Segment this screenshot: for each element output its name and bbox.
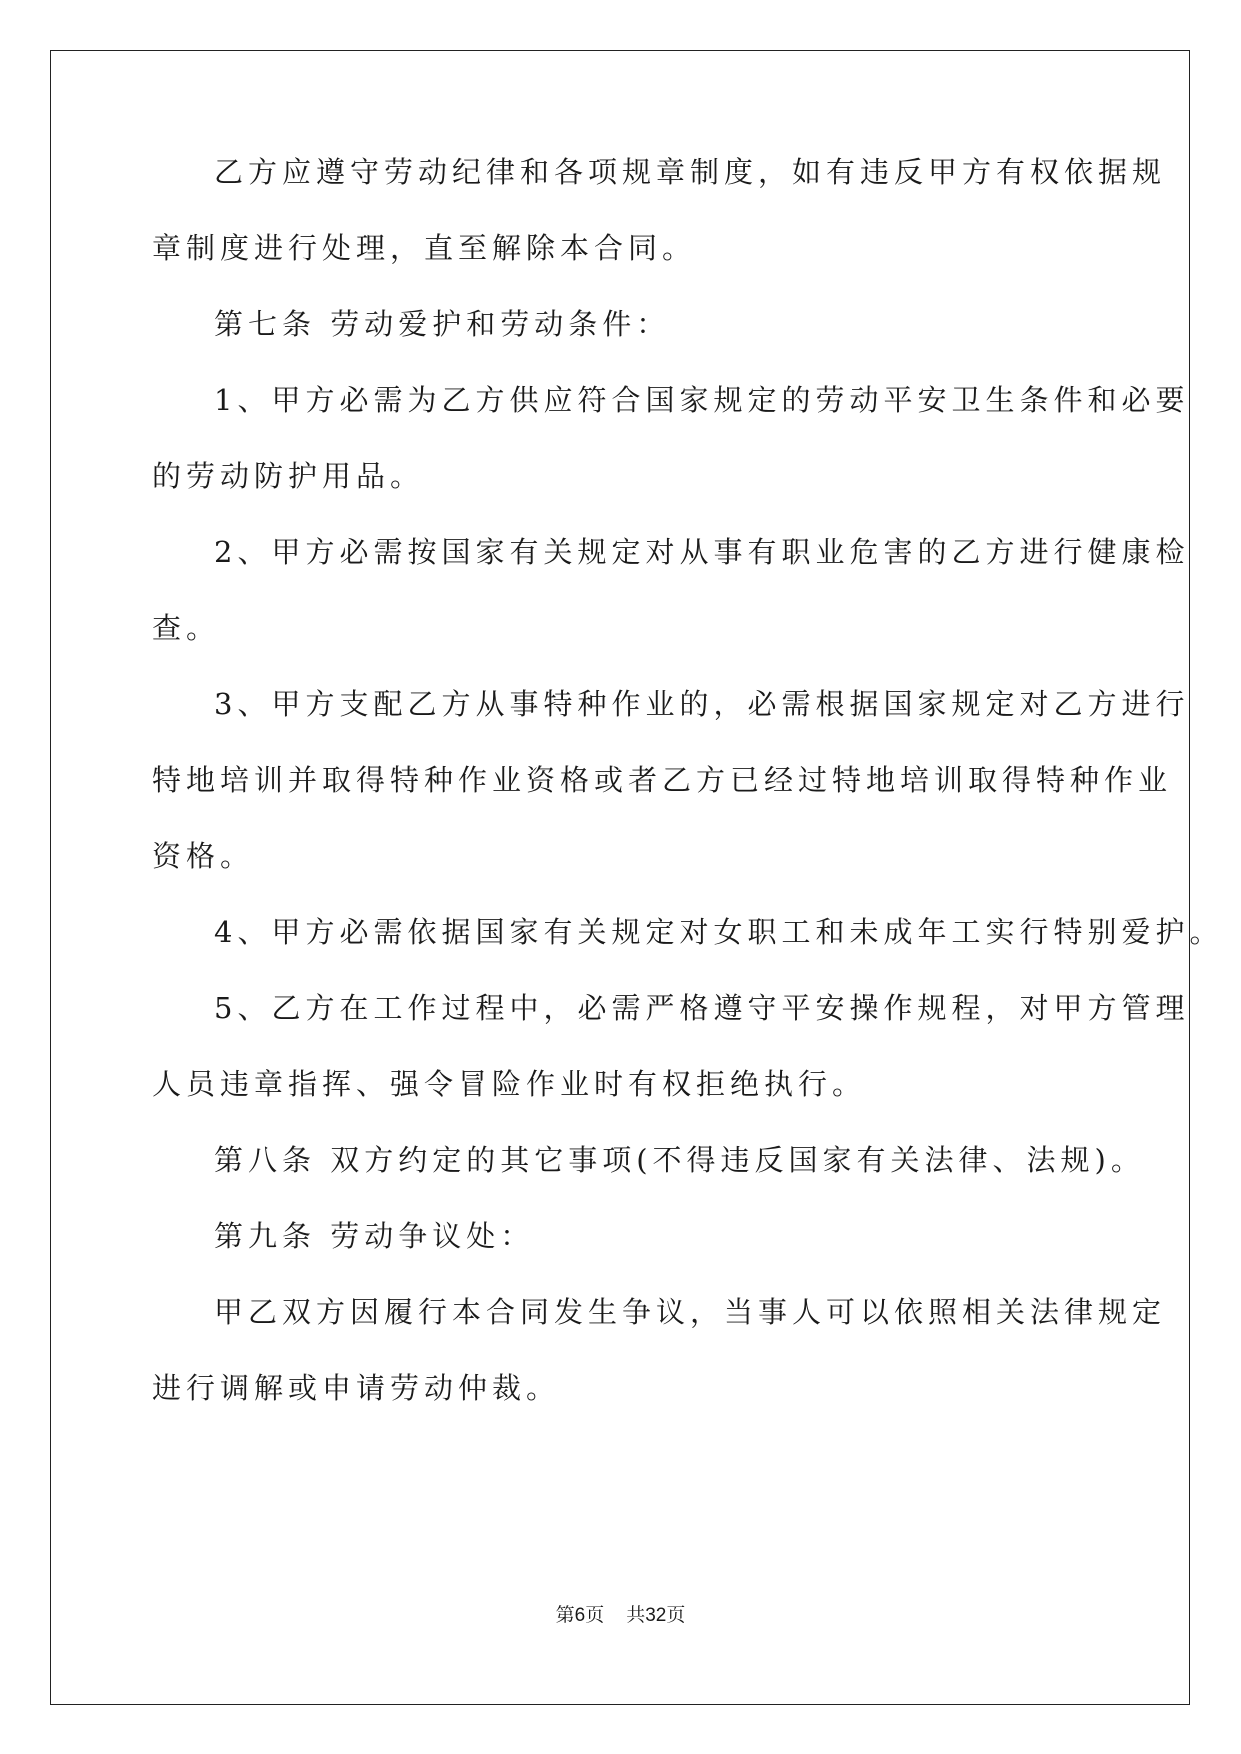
paragraph-line: 资格。 xyxy=(152,839,255,873)
section-heading: 第七条 劳动爱护和劳动条件： xyxy=(214,307,671,341)
section-heading: 第九条 劳动争议处： xyxy=(214,1219,535,1253)
paragraph-line: 5、乙方在工作过程中，必需严格遵守平安操作规程，对甲方管理 xyxy=(214,991,1190,1025)
paragraph-line: 乙方应遵守劳动纪律和各项规章制度，如有违反甲方有权依据规 xyxy=(214,155,1167,189)
paragraph-line: 特地培训并取得特种作业资格或者乙方已经过特地培训取得特种作业 xyxy=(152,763,1173,797)
page-total: 32 xyxy=(645,1605,667,1626)
paragraph-line: 1、甲方必需为乙方供应符合国家规定的劳动平安卫生条件和必要 xyxy=(214,383,1190,417)
paragraph-line: 3、甲方支配乙方从事特种作业的，必需根据国家规定对乙方进行 xyxy=(214,687,1190,721)
total-prefix: 共 xyxy=(626,1604,646,1626)
paragraph-line: 查。 xyxy=(152,611,221,645)
section-heading: 第八条 双方约定的其它事项(不得违反国家有关法律、法规)。 xyxy=(214,1143,1145,1177)
paragraph-line: 甲乙双方因履行本合同发生争议，当事人可以依照相关法律规定 xyxy=(214,1295,1167,1329)
page-footer xyxy=(0,1603,1241,1628)
page-suffix: 页 xyxy=(585,1604,605,1626)
paragraph-line: 的劳动防护用品。 xyxy=(152,459,425,493)
paragraph-line: 人员违章指挥、强令冒险作业时有权拒绝执行。 xyxy=(152,1067,867,1101)
paragraph-line: 4、甲方必需依据国家有关规定对女职工和未成年工实行特别爱护。 xyxy=(214,915,1224,949)
total-suffix: 页 xyxy=(666,1604,686,1626)
paragraph-line: 进行调解或申请劳动仲裁。 xyxy=(152,1371,561,1405)
paragraph-line: 章制度进行处理，直至解除本合同。 xyxy=(152,231,697,265)
paragraph-line: 2、甲方必需按国家有关规定对从事有职业危害的乙方进行健康检 xyxy=(214,535,1190,569)
page-current: 6 xyxy=(574,1605,586,1626)
page-prefix: 第 xyxy=(555,1604,575,1626)
